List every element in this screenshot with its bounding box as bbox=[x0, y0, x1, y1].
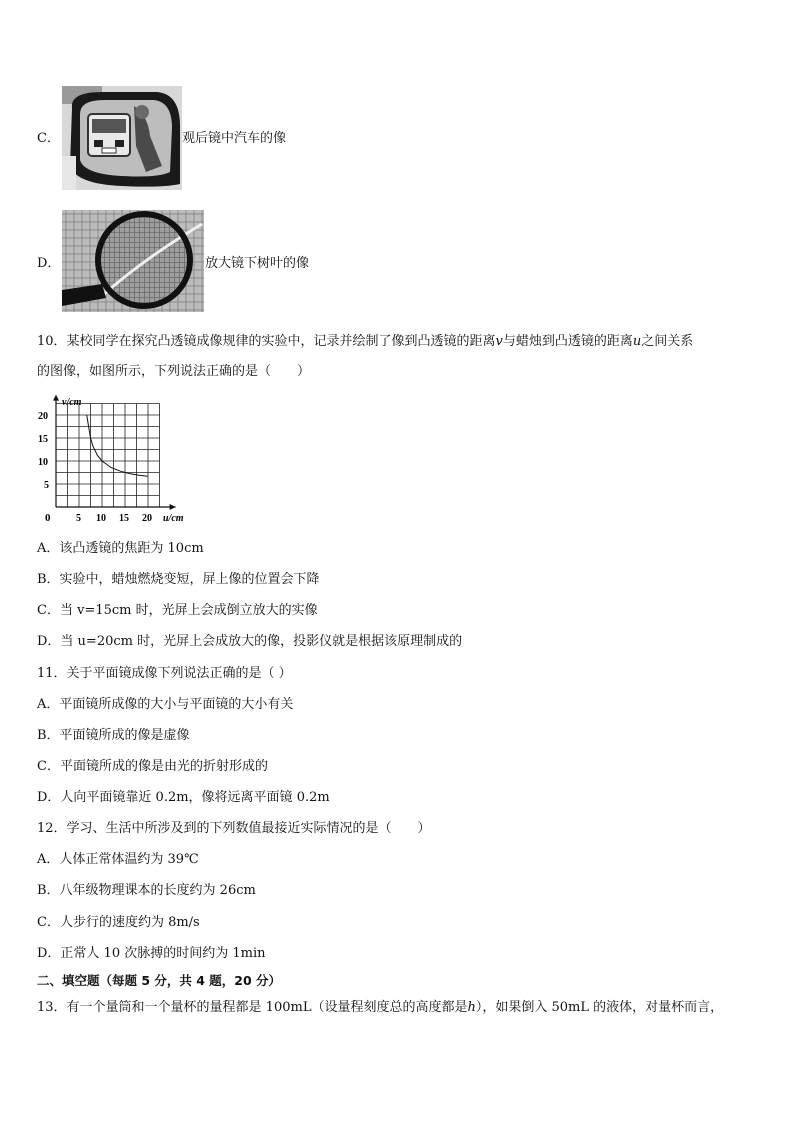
x-tick-label: 5 bbox=[76, 513, 81, 524]
option-d-label: D． bbox=[37, 256, 61, 271]
q11-option-a: A．平面镜所成像的大小与平面镜的大小有关 bbox=[37, 697, 294, 712]
y-tick-label: 20 bbox=[38, 411, 48, 422]
x-tick-label: 20 bbox=[142, 513, 152, 524]
graph-curve bbox=[87, 415, 148, 476]
section-heading: 二、填空题（每题 5 分，共 4 题，20 分） bbox=[37, 973, 282, 988]
q12-option-a: A．人体正常体温约为 39℃ bbox=[37, 852, 199, 867]
graph-axes bbox=[53, 395, 176, 510]
q11-option-d: D．人向平面镜靠近 0.2m，像将远离平面镜 0.2m bbox=[37, 790, 330, 805]
y-tick-label: 10 bbox=[38, 457, 48, 468]
x-tick-label: 15 bbox=[119, 513, 129, 524]
y-tick-label: 5 bbox=[44, 480, 49, 491]
option-c-label: C． bbox=[37, 131, 60, 146]
q10-stem-line1: 10．某校同学在探究凸透镜成像规律的实验中，记录并绘制了像到凸透镜的距离v与蜡烛到凸透镜的距离u之间关系 bbox=[37, 334, 694, 349]
graph-grid bbox=[56, 404, 160, 508]
q11-option-c: C．平面镜所成的像是由光的折射形成的 bbox=[37, 759, 268, 774]
q10-option-b: B．实验中，蜡烛燃烧变短，屏上像的位置会下降 bbox=[37, 572, 320, 587]
y-axis-arrow bbox=[53, 395, 59, 401]
q10-option-a: A．该凸透镜的焦距为 10cm bbox=[37, 541, 204, 556]
magnifier-leaf-photo bbox=[62, 210, 204, 312]
origin-label: 0 bbox=[45, 512, 51, 524]
q10-stem-line2: 的图像，如图所示，下列说法正确的是（ ） bbox=[37, 364, 311, 379]
q11-option-b: B．平面镜所成的像是虚像 bbox=[37, 728, 190, 743]
y-tick-label: 15 bbox=[38, 434, 48, 445]
q10-graph bbox=[30, 392, 200, 528]
rearview-mirror-photo bbox=[62, 86, 182, 190]
q10-option-c: C．当 v=15cm 时，光屏上会成倒立放大的实像 bbox=[37, 603, 318, 618]
y-axis-label: v/cm bbox=[62, 397, 82, 408]
x-tick-label: 10 bbox=[96, 513, 106, 524]
q13-stem: 13．有一个量筒和一个量杯的量程都是 100mL（设量程刻度总的高度都是h），如果倒入 50mL 的液体，对量杯而言， bbox=[37, 1000, 724, 1015]
x-axis-arrow bbox=[170, 504, 176, 510]
option-d-caption: 放大镜下树叶的像 bbox=[205, 256, 310, 271]
q11-stem: 11．关于平面镜成像下列说法正确的是（ ） bbox=[37, 666, 292, 681]
x-axis-label: u/cm bbox=[163, 513, 184, 524]
option-c-caption: 观后镜中汽车的像 bbox=[182, 131, 287, 146]
q12-option-c: C．人步行的速度约为 8m/s bbox=[37, 915, 200, 930]
q12-stem: 12．学习、生活中所涉及到的下列数值最接近实际情况的是（ ） bbox=[37, 821, 431, 836]
q10-option-d: D．当 u=20cm 时，光屏上会成放大的像，投影仪就是根据该原理制成的 bbox=[37, 634, 463, 649]
q12-option-d: D．正常人 10 次脉搏的时间约为 1min bbox=[37, 946, 266, 961]
q12-option-b: B．八年级物理课本的长度约为 26cm bbox=[37, 883, 256, 898]
